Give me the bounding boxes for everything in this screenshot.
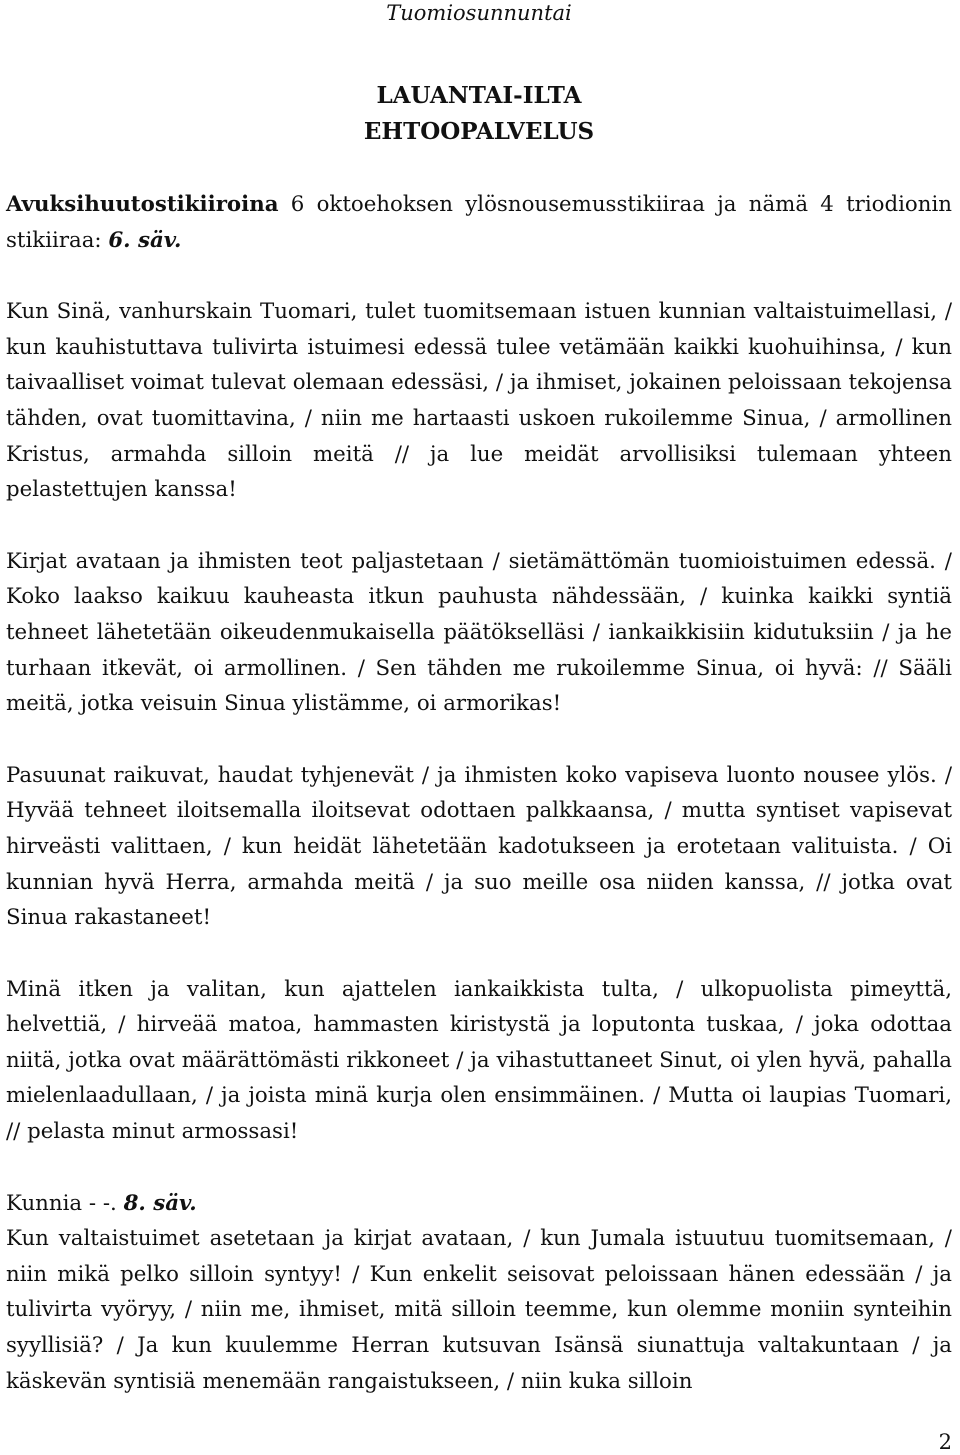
glory-line — [6, 1186, 952, 1222]
final-paragraph: Kun valtaistuimet asetetaan ja kirjat avataan, / kun Jumala istuutuu tuomitsemaan, / niin mikä pelko silloin syntyy! / Kun enkelit seisovat peloissaan hänen edessään / ja tulivirta vyöryy, / niin me, ihmiset, mitä silloin teemme, kun olemme moniin synteihin syyllisiä? / Ja kun kuulemme Herran kutsuvan Isänsä siunattuja valtakuntaan / ja käskevän syntisiä menemään rangaistukseen, / niin kuka silloin — [6, 1226, 952, 1394]
intro-text: 6 oktoehoksen ylösnousemusstikiiraa ja nämä 4 triodionin stikiiraa: — [6, 192, 952, 253]
document-title — [6, 78, 952, 150]
hymn-paragraph-3: Pasuunat raikuvat, haudat tyhjenevät / ja ihmisten koko vapiseva luonto nousee ylös. / Hyvää tehneet iloitsemalla iloitsevat odottaen palkkaansa, / mutta syntiset vapisevat hirveästi valittaen, / kun heidät lähetetään kadotukseen ja erotetaan valituista. / Oi kunnian hyvä Herra, armahda meitä / ja suo meille osa niiden kanssa, // jotka ovat Sinua rakastaneet! — [6, 762, 952, 931]
intro-tone: 6. säv. — [108, 227, 182, 253]
intro-bold-lead: Avuksihuutostikiiroina — [6, 192, 279, 217]
glory-tone: 8. säv. — [123, 1190, 197, 1216]
hymn-paragraph-1: Kun Sinä, vanhurskain Tuomari, tulet tuomitsemaan istuen kunnian valtaistuimellasi, / kun kauhistuttava tulivirta istuimesi edessä tulee vetämään kaikki kuohuihinsa, / kun taivaalliset voimat tulevat olemaan edessäsi, / ja ihmiset, jokainen peloissaan tekojensa tähden, ovat tuomittavina, / niin me hartaasti uskoen rukoilemme Sinua, / armollinen Kristus, armahda silloin meitä // ja lue meidät arvollisiksi tulemaan yhteen pelastettujen kanssa! — [6, 299, 952, 503]
running-header: Tuomiosunnuntai — [386, 1, 572, 25]
intro-paragraph — [6, 187, 952, 258]
hymn-paragraph-2: Kirjat avataan ja ihmisten teot paljastetaan / sietämättömän tuomioistuimen edessä. / Koko laakso kaikuu kauheasta itkun pauhusta nähdessään, / kuinka kaikki syntiä tehneet lähetetään oikeudenmukaisella päätökselläsi / iankaikkisiin kidutuksiin / ja he turhaan itkevät, oi armollinen. / Sen tähden me rukoilemme Sinua, oi hyvä: // Sääli meitä, jotka veisuin Sinua ylistämme, oi armorikas! — [6, 548, 952, 717]
title-line-1: LAUANTAI-ILTA — [376, 82, 582, 109]
title-line-2: EHTOOPALVELUS — [363, 118, 595, 145]
document-page — [6, 0, 952, 1399]
glory-text: Kunnia - -. — [6, 1190, 124, 1216]
page-number: 2 — [938, 1430, 952, 1454]
hymn-paragraph-4: Minä itken ja valitan, kun ajattelen iankaikkista tulta, / ulkopuolista pimeyttä, helvettiä, / hirveää matoa, hammasten kiristystä ja loputonta tuskaa, / joka odottaa niitä, jotka ovat määrättömästi rikkoneet / ja vihastuttaneet Sinut, oi ylen hyvä, pahalla mielenlaadullaan, / ja joista minä kurja olen ensimmäinen. / Mutta oi laupias Tuomari, // pelasta minut armossasi! — [6, 976, 952, 1145]
